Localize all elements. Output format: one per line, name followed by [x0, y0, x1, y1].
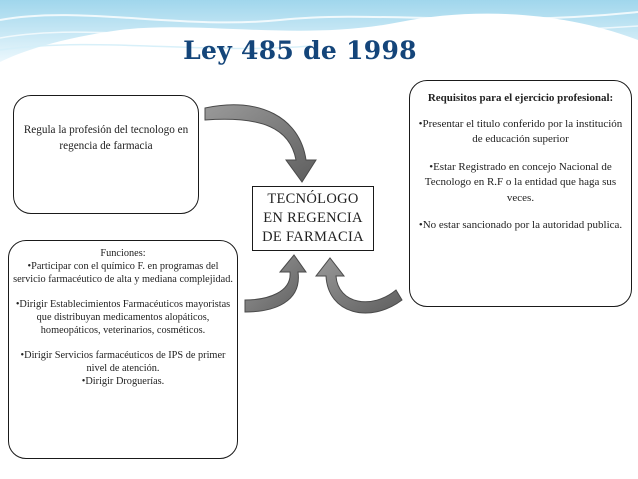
slide-title: Ley 485 de 1998 — [183, 36, 417, 65]
requisito-item: •No estar sancionado por la autoridad publica. — [418, 219, 623, 231]
regula-text: Regula la profesión del tecnologo en regencia de farmacia — [23, 124, 189, 152]
curved-arrow-icon — [316, 258, 402, 313]
curved-arrow-icon — [205, 105, 316, 182]
funcion-item: •Dirigir Servicios farmacéuticos de IPS de primer nivel de atención. — [20, 350, 226, 374]
funcion-item: •Participar con el químico F. en programas del servicio farmacéutico de alta y mediana complejidad. — [13, 261, 233, 285]
funciones-heading: Funciones: — [100, 248, 146, 259]
center-line-3: DE FARMACIA — [262, 229, 364, 245]
center-line-2: EN REGENCIA — [263, 210, 363, 226]
funcion-item: •Dirigir Establecimientos Farmacéuticos mayoristas que distribuyan medicamentos alopáticos, homeopáticos, veterinarios, cosméticos. — [15, 299, 231, 336]
center-line-1: TECNÓLOGO — [267, 191, 359, 207]
requisitos-heading: Requisitos para el ejercicio profesional: — [427, 92, 614, 104]
requisito-item: •Presentar el titulo conferido por la institución de educación superior — [418, 117, 623, 145]
funcion-item: •Dirigir Droguerías. — [81, 376, 165, 387]
curved-arrow-icon — [245, 255, 306, 312]
requisito-item: •Estar Registrado en concejo Nacional de Tecnologo en R.F o la entidad que haga sus veces. — [424, 160, 617, 204]
